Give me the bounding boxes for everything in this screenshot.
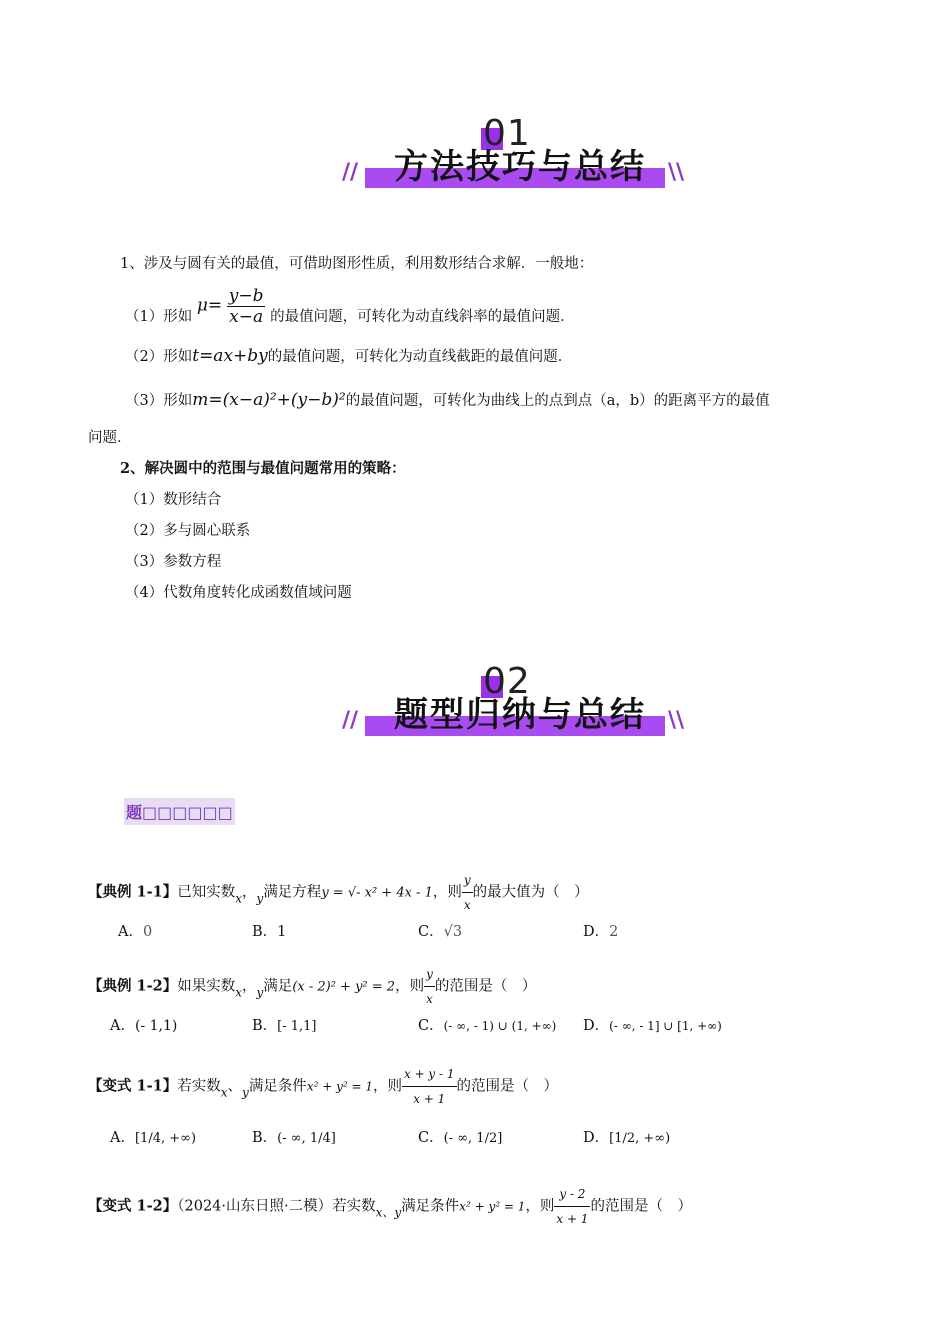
equation: x² + y² = 1 [459,1199,526,1214]
problem-text: ，则 [432,884,462,901]
intro-item-3 [125,390,770,411]
section-banner-01 [340,114,690,204]
option-value: [- 1,1] [277,1019,317,1034]
banner-slash-left: // [342,708,359,733]
problem-text: 如果实数 [177,978,236,995]
problem-text: 已知实数 [177,884,236,901]
intro-item-2 [125,346,572,367]
option-label: B． [252,1018,278,1034]
option-d[interactable] [583,1126,670,1147]
var-x: x [235,891,243,906]
problem-text: ，则 [395,978,425,995]
option-b[interactable] [252,1014,317,1035]
item-1-suffix: 的最值问题，可转化为动直线斜率的最值问题． [270,309,575,325]
option-a[interactable] [110,1126,196,1147]
equation: x² + y² = 1 [306,1079,373,1094]
variant-1-2 [88,1182,692,1231]
item-2-suffix: 的最值问题，可转化为动直线截距的最值问题． [267,349,573,365]
problem-label: 【典例 1-2】 [88,977,178,995]
problem-text: 满足方程 [263,884,322,901]
fraction-numerator: y [424,962,435,987]
intro-paragraph-2: 2、解决圆中的范围与最值问题常用的策略： [120,460,406,477]
problem-text: 满足条件 [401,1198,460,1215]
comma: ， [242,884,257,901]
option-value: (- ∞, - 1) ∪ (1, +∞) [443,1019,557,1033]
option-value: 2 [609,924,619,940]
intro-paragraph-1: 1、涉及与圆有关的最值，可借助图形性质，利用数形结合求解．一般地： [120,256,594,272]
option-value: [1/4, +∞) [134,1131,197,1146]
option-d[interactable] [583,920,618,941]
fraction-numerator: y [462,868,473,893]
item-1-fraction [227,286,266,327]
problem-text: 满足 [263,978,293,995]
problem-text: 的范围是（ ） [434,978,537,995]
item-1-prefix: （1）形如 [125,309,193,325]
option-label: C． [418,924,444,940]
option-label: B． [252,924,278,940]
option-value: √3 [443,924,463,940]
option-value: (- ∞, 1/2] [443,1131,503,1146]
item-3-prefix: （3）形如 [125,393,193,409]
fraction-denominator: x + 1 [413,1092,446,1106]
section-banner-02 [340,662,690,752]
option-d[interactable] [583,1014,722,1035]
separator: 、 [227,1078,243,1095]
option-value: 1 [277,924,287,940]
option-b[interactable] [252,1126,336,1147]
option-c[interactable] [418,920,462,941]
fraction [462,868,473,917]
section-number: 02 [483,661,531,702]
option-label: C． [418,1130,444,1146]
fraction [402,1062,457,1111]
problem-text: 的范围是（ ） [590,1198,692,1215]
strategy-3: （3）参数方程 [125,554,222,570]
section-title: 方法技巧与总结 [394,147,646,187]
option-label: D． [583,1018,610,1034]
section-number: 01 [483,113,531,154]
problem-source: （2024·山东日照·二模） [177,1198,333,1215]
banner-slash-right: \\ [668,160,685,185]
problem-label: 【变式 1-2】 [88,1197,178,1215]
option-label: A． [110,1018,135,1034]
fraction-denominator: x−a [229,307,264,327]
fraction-numerator: x + y - 1 [402,1062,457,1087]
fraction-denominator: x [463,898,471,912]
option-label: D． [583,924,610,940]
topic-tag: 题□□□□□□ [124,798,235,825]
strategy-4: （4）代数角度转化成函数值域问题 [125,585,352,601]
fraction-denominator: x [426,992,433,1006]
var-x: x [220,1085,228,1100]
section-title: 题型归纳与总结 [394,695,646,735]
strategy-2: （2）多与圆心联系 [125,523,251,539]
option-label: C． [418,1018,444,1034]
variant-1-1 [88,1062,558,1111]
item-3-expression: m=(x−a)²+(y−b)² [192,390,346,410]
option-value: (- 1,1) [134,1018,178,1034]
option-label: A． [110,1130,135,1146]
option-label: B． [252,1130,278,1146]
intro-item-3-continued: 问题． [88,430,132,446]
problem-text: 若实数 [332,1198,376,1215]
var-y: y [256,891,264,906]
option-c[interactable] [418,1014,556,1035]
option-label: A． [118,924,143,940]
problem-label: 【典例 1-1】 [88,883,178,901]
fraction-numerator: y - 2 [554,1182,590,1207]
option-label: D． [583,1130,610,1146]
var-x: x [235,985,243,1000]
banner-slash-right: \\ [668,708,685,733]
problem-1-2 [88,962,536,1011]
option-value: [1/2, +∞) [609,1131,671,1146]
problem-1-1 [88,868,589,917]
item-2-prefix: （2）形如 [125,349,193,365]
problem-text: ，则 [525,1198,555,1215]
item-1-variable: μ= [196,295,223,316]
equation: (x - 2)² + y² = 2 [292,979,396,995]
option-c[interactable] [418,1126,502,1147]
intro-item-1 [125,286,575,327]
option-value: 0 [142,924,153,940]
banner-slash-left: // [342,160,359,185]
problem-text: 的范围是（ ） [456,1078,559,1095]
problem-text: 满足条件 [248,1078,307,1095]
item-3-suffix: 的最值问题，可转化为曲线上的点到点（a，b）的距离平方的最值 [345,393,770,409]
strategy-1: （1）数形结合 [125,492,222,508]
problem-text: 的最大值为（ ） [472,884,589,901]
problem-label: 【变式 1-1】 [88,1077,178,1095]
problem-text: ，则 [372,1078,402,1095]
option-a[interactable] [118,920,152,941]
problem-text: 若实数 [177,1078,221,1095]
fraction-denominator: x + 1 [556,1212,589,1226]
fraction [424,962,435,1011]
option-value: (- ∞, - 1] ∪ [1, +∞) [609,1019,722,1033]
vars-xy: x、y [375,1205,402,1220]
option-b[interactable] [252,920,286,941]
fraction-numerator: y−b [228,286,264,306]
var-y: y [256,985,264,1000]
item-2-expression: t=ax+by [192,346,268,366]
equation: y = √- x² + 4x - 1 [321,885,433,901]
fraction [554,1182,590,1231]
option-a[interactable] [110,1014,177,1035]
var-y: y [242,1085,249,1100]
comma: ， [242,978,257,995]
option-value: (- ∞, 1/4] [277,1131,336,1146]
